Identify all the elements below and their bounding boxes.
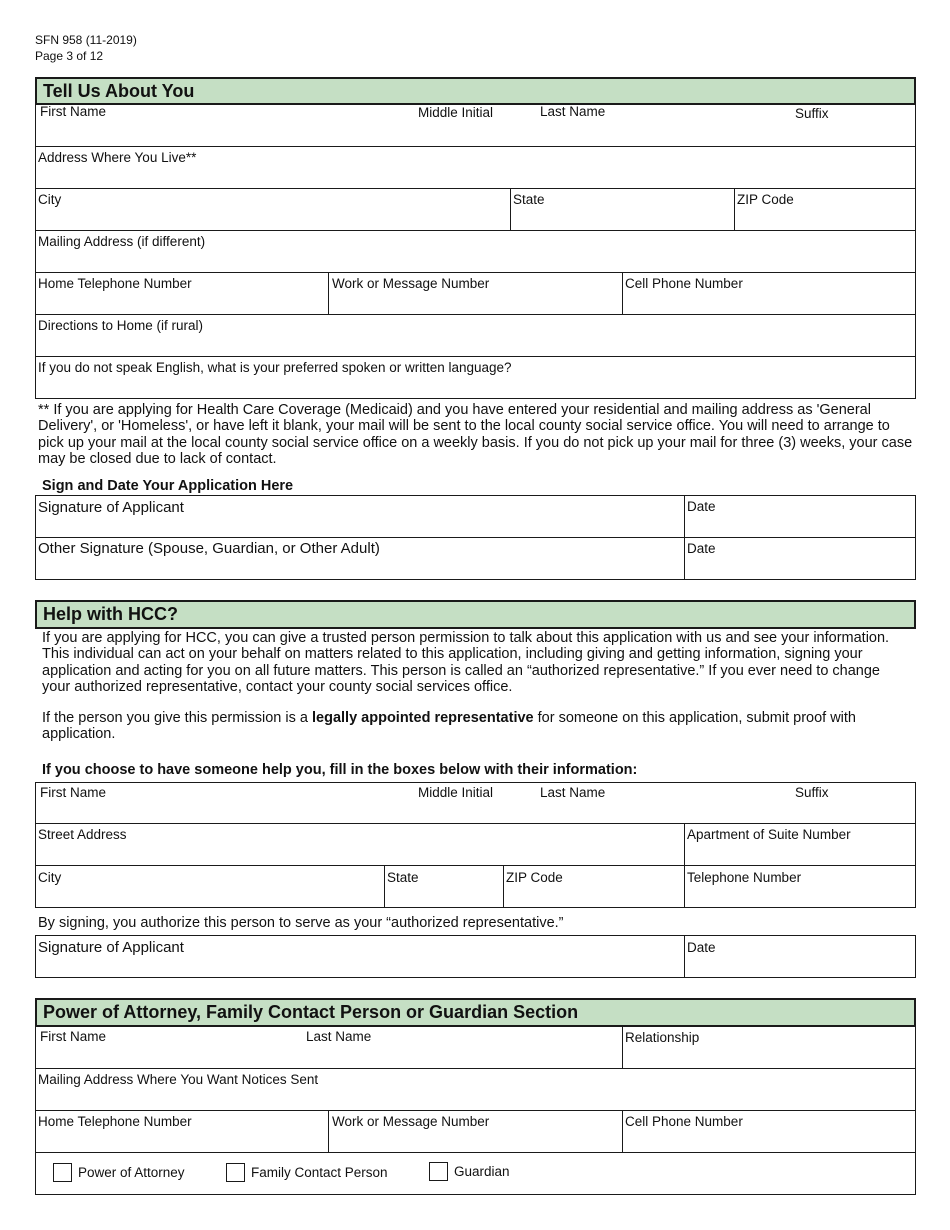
state-field[interactable]: State bbox=[513, 192, 545, 207]
divider bbox=[328, 273, 329, 314]
poa-name-row bbox=[35, 1027, 916, 1069]
poa-mailing-row bbox=[35, 1069, 916, 1111]
poa-home-phone-field[interactable]: Home Telephone Number bbox=[38, 1114, 192, 1129]
name-row bbox=[35, 105, 916, 147]
section-title-help-hcc: Help with HCC? bbox=[35, 600, 916, 629]
city-field[interactable]: City bbox=[38, 192, 62, 207]
middle-initial-field[interactable]: Middle Initial bbox=[418, 105, 494, 120]
suffix-field[interactable]: Suffix bbox=[795, 106, 829, 121]
address-row bbox=[35, 147, 916, 189]
authorize-note: By signing, you authorize this person to serve as your “authorized representative.” bbox=[38, 915, 564, 931]
poa-last-name-field[interactable]: Last Name bbox=[306, 1029, 372, 1044]
relationship-field[interactable]: Relationship bbox=[625, 1030, 700, 1045]
helper-suffix-field[interactable]: Suffix bbox=[795, 785, 829, 800]
cell-phone-field[interactable]: Cell Phone Number bbox=[625, 276, 743, 291]
divider bbox=[328, 1111, 329, 1152]
divider bbox=[622, 1027, 623, 1068]
family-contact-checkbox[interactable] bbox=[226, 1163, 245, 1182]
directions-row bbox=[35, 315, 916, 357]
address-footnote: ** If you are applying for Health Care Coverage (Medicaid) and you have entered your residential and mailing address as 'General Delivery', or 'Homeless', or have left it blank, your mail will be sent to the local county social service office. You will need to arrange to pick up your mail at the local county social service office on a weekly basis. If you do not pick up your mail for three (3) weeks, your case may be closed due to lack of contact. bbox=[38, 402, 913, 467]
helper-zip-field[interactable]: ZIP Code bbox=[506, 870, 563, 885]
date-field[interactable]: Date bbox=[687, 499, 716, 514]
divider bbox=[684, 538, 685, 579]
note-bold-text: legally appointed representative bbox=[312, 710, 534, 726]
section-title-about-you: Tell Us About You bbox=[35, 77, 916, 105]
helper-name-row bbox=[35, 782, 916, 824]
helper-phone-field[interactable]: Telephone Number bbox=[687, 870, 802, 885]
work-phone-field[interactable]: Work or Message Number bbox=[332, 276, 490, 291]
poa-options-row bbox=[35, 1153, 916, 1195]
divider bbox=[384, 866, 385, 907]
other-signature-field[interactable]: Other Signature (Spouse, Guardian, or Other Adult) bbox=[38, 540, 380, 557]
power-of-attorney-label: Power of Attorney bbox=[78, 1165, 185, 1180]
zip-field[interactable]: ZIP Code bbox=[737, 192, 794, 207]
guardian-checkbox[interactable] bbox=[429, 1162, 448, 1181]
sign-heading: Sign and Date Your Application Here bbox=[42, 478, 294, 494]
home-phone-field[interactable]: Home Telephone Number bbox=[38, 276, 192, 291]
guardian-label: Guardian bbox=[454, 1164, 510, 1179]
poa-first-name-field[interactable]: First Name bbox=[40, 1029, 107, 1044]
language-field[interactable]: If you do not speak English, what is your preferred spoken or written language? bbox=[38, 360, 512, 375]
helper-city-field[interactable]: City bbox=[38, 870, 62, 885]
helper-instruction: If you choose to have someone help you, fill in the boxes below with their information: bbox=[42, 762, 638, 778]
poa-phone-row bbox=[35, 1111, 916, 1153]
helper-street-row bbox=[35, 824, 916, 866]
divider bbox=[622, 1111, 623, 1152]
divider bbox=[684, 866, 685, 907]
divider bbox=[510, 189, 511, 230]
mailing-address-field[interactable]: Mailing Address (if different) bbox=[38, 234, 206, 249]
helper-signature-row bbox=[35, 935, 916, 978]
divider bbox=[622, 273, 623, 314]
divider bbox=[684, 496, 685, 537]
note-text: If the person you give this permission is a bbox=[42, 710, 312, 726]
first-name-field[interactable]: First Name bbox=[40, 104, 107, 119]
divider bbox=[503, 866, 504, 907]
helper-last-name-field[interactable]: Last Name bbox=[540, 785, 606, 800]
page-number: Page 3 of 12 bbox=[35, 49, 104, 63]
helper-first-name-field[interactable]: First Name bbox=[40, 785, 107, 800]
helper-street-field[interactable]: Street Address bbox=[38, 827, 127, 842]
divider bbox=[684, 824, 685, 865]
poa-cell-phone-field[interactable]: Cell Phone Number bbox=[625, 1114, 743, 1129]
power-of-attorney-checkbox[interactable] bbox=[53, 1163, 72, 1182]
last-name-field[interactable]: Last Name bbox=[540, 104, 606, 119]
helper-middle-initial-field[interactable]: Middle Initial bbox=[418, 785, 494, 800]
helper-apartment-field[interactable]: Apartment of Suite Number bbox=[687, 827, 851, 842]
family-contact-label: Family Contact Person bbox=[251, 1165, 388, 1180]
signature-applicant-field[interactable]: Signature of Applicant bbox=[38, 499, 184, 516]
section-title-poa: Power of Attorney, Family Contact Person or Guardian Section bbox=[35, 998, 916, 1027]
signature-row bbox=[35, 495, 916, 538]
divider bbox=[734, 189, 735, 230]
helper-city-row bbox=[35, 866, 916, 908]
language-row bbox=[35, 357, 916, 399]
poa-mailing-field[interactable]: Mailing Address Where You Want Notices Sent bbox=[38, 1072, 319, 1087]
other-signature-row bbox=[35, 538, 916, 580]
helper-date-field[interactable]: Date bbox=[687, 940, 716, 955]
mailing-row bbox=[35, 231, 916, 273]
helper-signature-field[interactable]: Signature of Applicant bbox=[38, 939, 184, 956]
note-text: for someone on this application, submit proof with application. bbox=[42, 710, 857, 743]
phone-row bbox=[35, 273, 916, 315]
hcc-representative-note bbox=[42, 710, 902, 743]
hcc-paragraph: If you are applying for HCC, you can give a trusted person permission to talk about this application with us and see your information. This individual can act on your behalf on matters related to this application, including giving and getting information, signing your application and acting for you on all future matters. This person is called an “authorized representative.” If you ever need to change your authorized representative, contact your county social services office. bbox=[42, 630, 890, 695]
form-id: SFN 958 (11-2019) bbox=[35, 33, 137, 47]
divider bbox=[684, 936, 685, 977]
helper-state-field[interactable]: State bbox=[387, 870, 419, 885]
city-row bbox=[35, 189, 916, 231]
poa-work-phone-field[interactable]: Work or Message Number bbox=[332, 1114, 490, 1129]
address-field[interactable]: Address Where You Live** bbox=[38, 150, 197, 165]
date-field[interactable]: Date bbox=[687, 541, 716, 556]
directions-field[interactable]: Directions to Home (if rural) bbox=[38, 318, 204, 333]
